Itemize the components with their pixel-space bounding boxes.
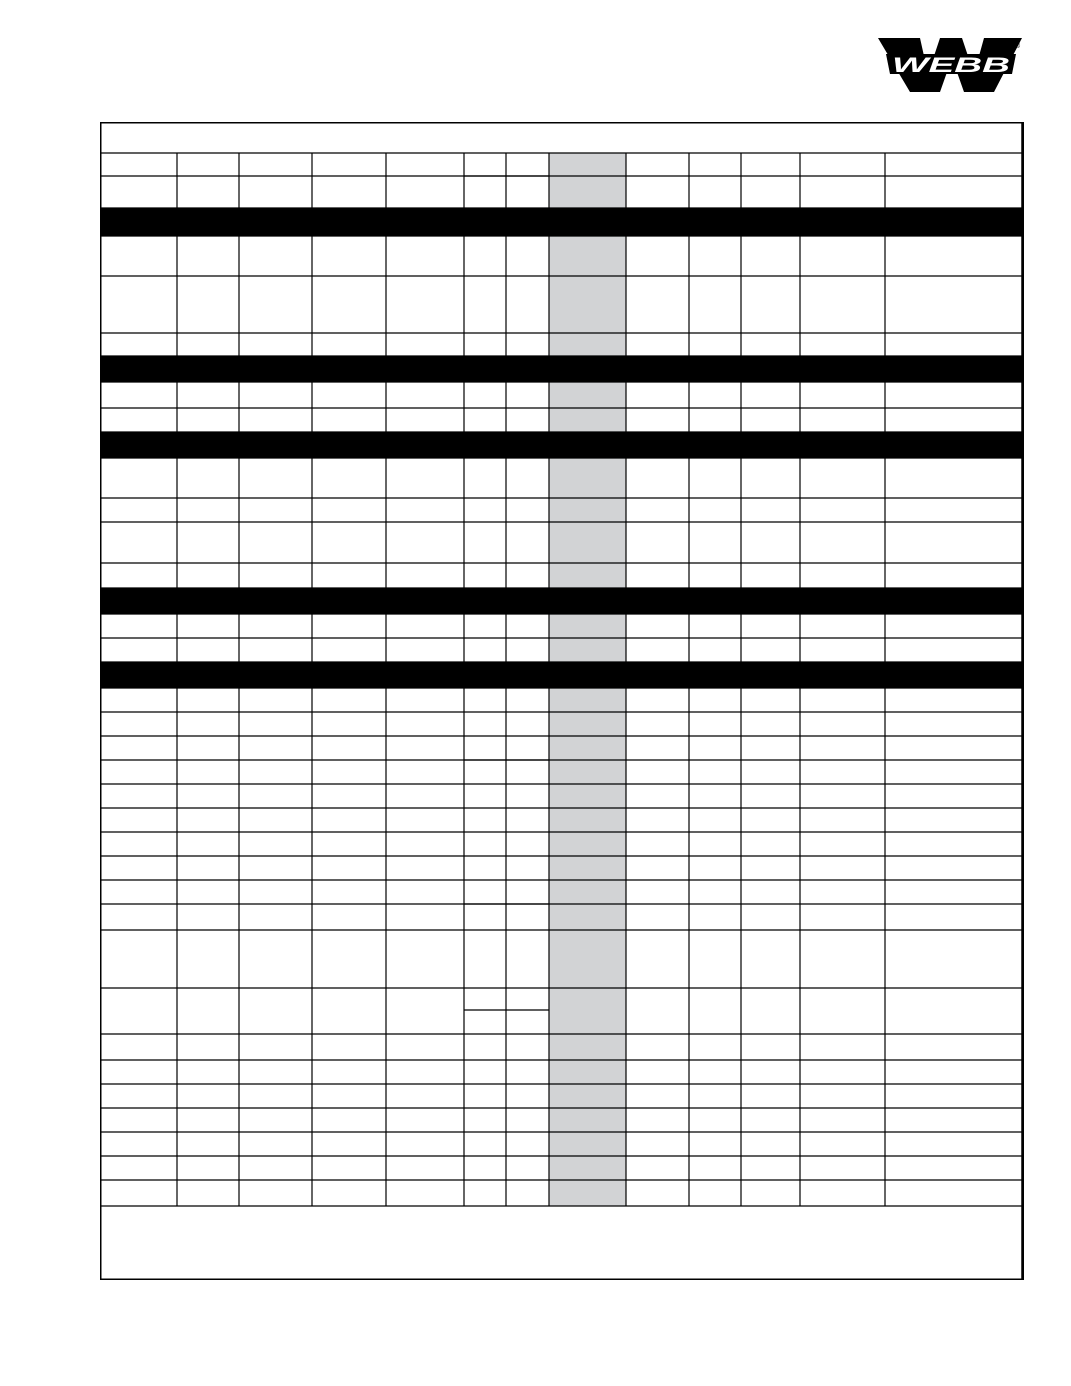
section-band (100, 208, 1024, 236)
logo-wordmark: WEBB (892, 54, 1010, 77)
spec-table (100, 122, 1024, 1280)
section-band (100, 662, 1024, 688)
logo-registered-mark: ® (1015, 43, 1021, 50)
section-band (100, 432, 1024, 458)
section-band (100, 356, 1024, 382)
webb-logo (876, 34, 1026, 96)
section-band (100, 588, 1024, 614)
